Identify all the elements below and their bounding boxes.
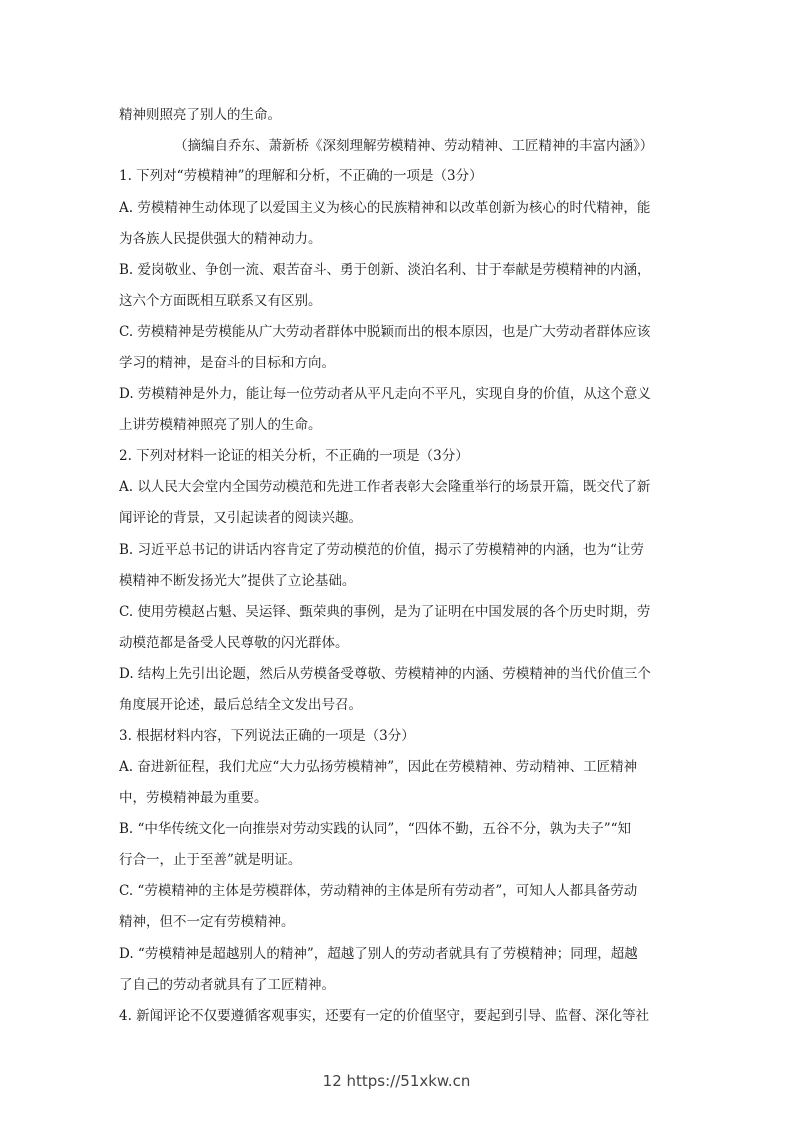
- question-1-option-d: D. 劳模精神是外力，能让每一位劳动者从平凡走向不平凡，实现自身的价值，从这个意义: [119, 386, 651, 402]
- question-2-option-c-cont: 动模范都是备受人民尊敬的闪光群体。: [119, 635, 349, 651]
- question-1-stem: 1. 下列对“劳模精神”的理解和分析，不正确的一项是（3分）: [119, 168, 483, 184]
- question-3-option-a-cont: 中，劳模精神最为重要。: [119, 790, 268, 806]
- source-citation: （摘编自乔东、萧新桥《深刻理解劳模精神、劳动精神、工匠精神的丰富内涵》）: [174, 138, 654, 154]
- question-4-stem: 4. 新闻评论不仅要遵循客观事实，还要有一定的价值坚守，要起到引导、监督、深化等社: [119, 1008, 650, 1024]
- question-1-option-b: B. 爱岗敬业、争创一流、艰苦奋斗、勇于创新、淡泊名利、甘于奉献是劳模精神的内涵，: [119, 262, 651, 278]
- question-2-option-d: D. 结构上先引出论题，然后从劳模备受尊敬、劳模精神的内涵、劳模精神的当代价值三个: [119, 666, 651, 682]
- question-3-option-c: C. “劳模精神的主体是劳模群体，劳动精神的主体是所有劳动者”，可知人人都具备劳动: [119, 883, 638, 899]
- question-3-option-a: A. 奋进新征程，我们尤应“大力弘扬劳模精神”，因此在劳模精神、劳动精神、工匠精神: [119, 759, 638, 775]
- question-3-option-b: B. “中华传统文化一向推崇对劳动实践的认同”，“四体不勤，五谷不分，孰为夫子”“知: [119, 821, 632, 837]
- question-3-option-c-cont: 精神，但不一定有劳模精神。: [119, 914, 295, 930]
- question-2-option-d-cont: 角度展开论述，最后总结全文发出号召。: [119, 697, 362, 713]
- question-3-option-d: D. “劳模精神是超越别人的精神”，超越了别人的劳动者就具有了劳模精神；同理，超越: [119, 946, 638, 962]
- question-2-option-b-cont: 模精神不断发扬光大”提供了立论基础。: [119, 573, 356, 589]
- question-2-stem: 2. 下列对材料一论证的相关分析，不正确的一项是（3分）: [119, 448, 469, 464]
- question-2-option-a-cont: 闻评论的背景，又引起读者的阅读兴趣。: [119, 510, 362, 526]
- text-line: 精神则照亮了别人的生命。: [119, 107, 281, 123]
- question-1-option-a-cont: 为各族人民提供强大的精神动力。: [119, 231, 322, 247]
- page-footer: 12 https://51xkw.cn: [322, 1072, 471, 1090]
- question-1-option-a: A. 劳模精神生动体现了以爱国主义为核心的民族精神和以改革创新为核心的时代精神，能: [119, 200, 651, 216]
- question-1-option-c-cont: 学习的精神，是奋斗的目标和方向。: [119, 355, 335, 371]
- question-1-option-d-cont: 上讲劳模精神照亮了别人的生命。: [119, 417, 322, 433]
- question-3-option-b-cont: 行合一，止于至善”就是明证。: [119, 852, 302, 868]
- question-2-option-a: A. 以人民大会堂内全国劳动模范和先进工作者表彰大会隆重举行的场景开篇，既交代了新: [119, 479, 651, 495]
- question-1-option-b-cont: 这六个方面既相互联系又有区别。: [119, 293, 322, 309]
- question-2-option-c: C. 使用劳模赵占魁、吴运铎、甄荣典的事例，是为了证明在中国发展的各个历史时期，劳: [119, 604, 651, 620]
- question-3-stem: 3. 根据材料内容，下列说法正确的一项是（3分）: [119, 728, 415, 744]
- question-2-option-b: B. 习近平总书记的讲话内容肯定了劳动模范的价值，揭示了劳模精神的内涵，也为“让劳: [119, 542, 644, 558]
- question-3-option-d-cont: 了自己的劳动者就具有了工匠精神。: [119, 977, 335, 993]
- question-1-option-c: C. 劳模精神是劳模能从广大劳动者群体中脱颖而出的根本原因，也是广大劳动者群体应该: [119, 324, 651, 340]
